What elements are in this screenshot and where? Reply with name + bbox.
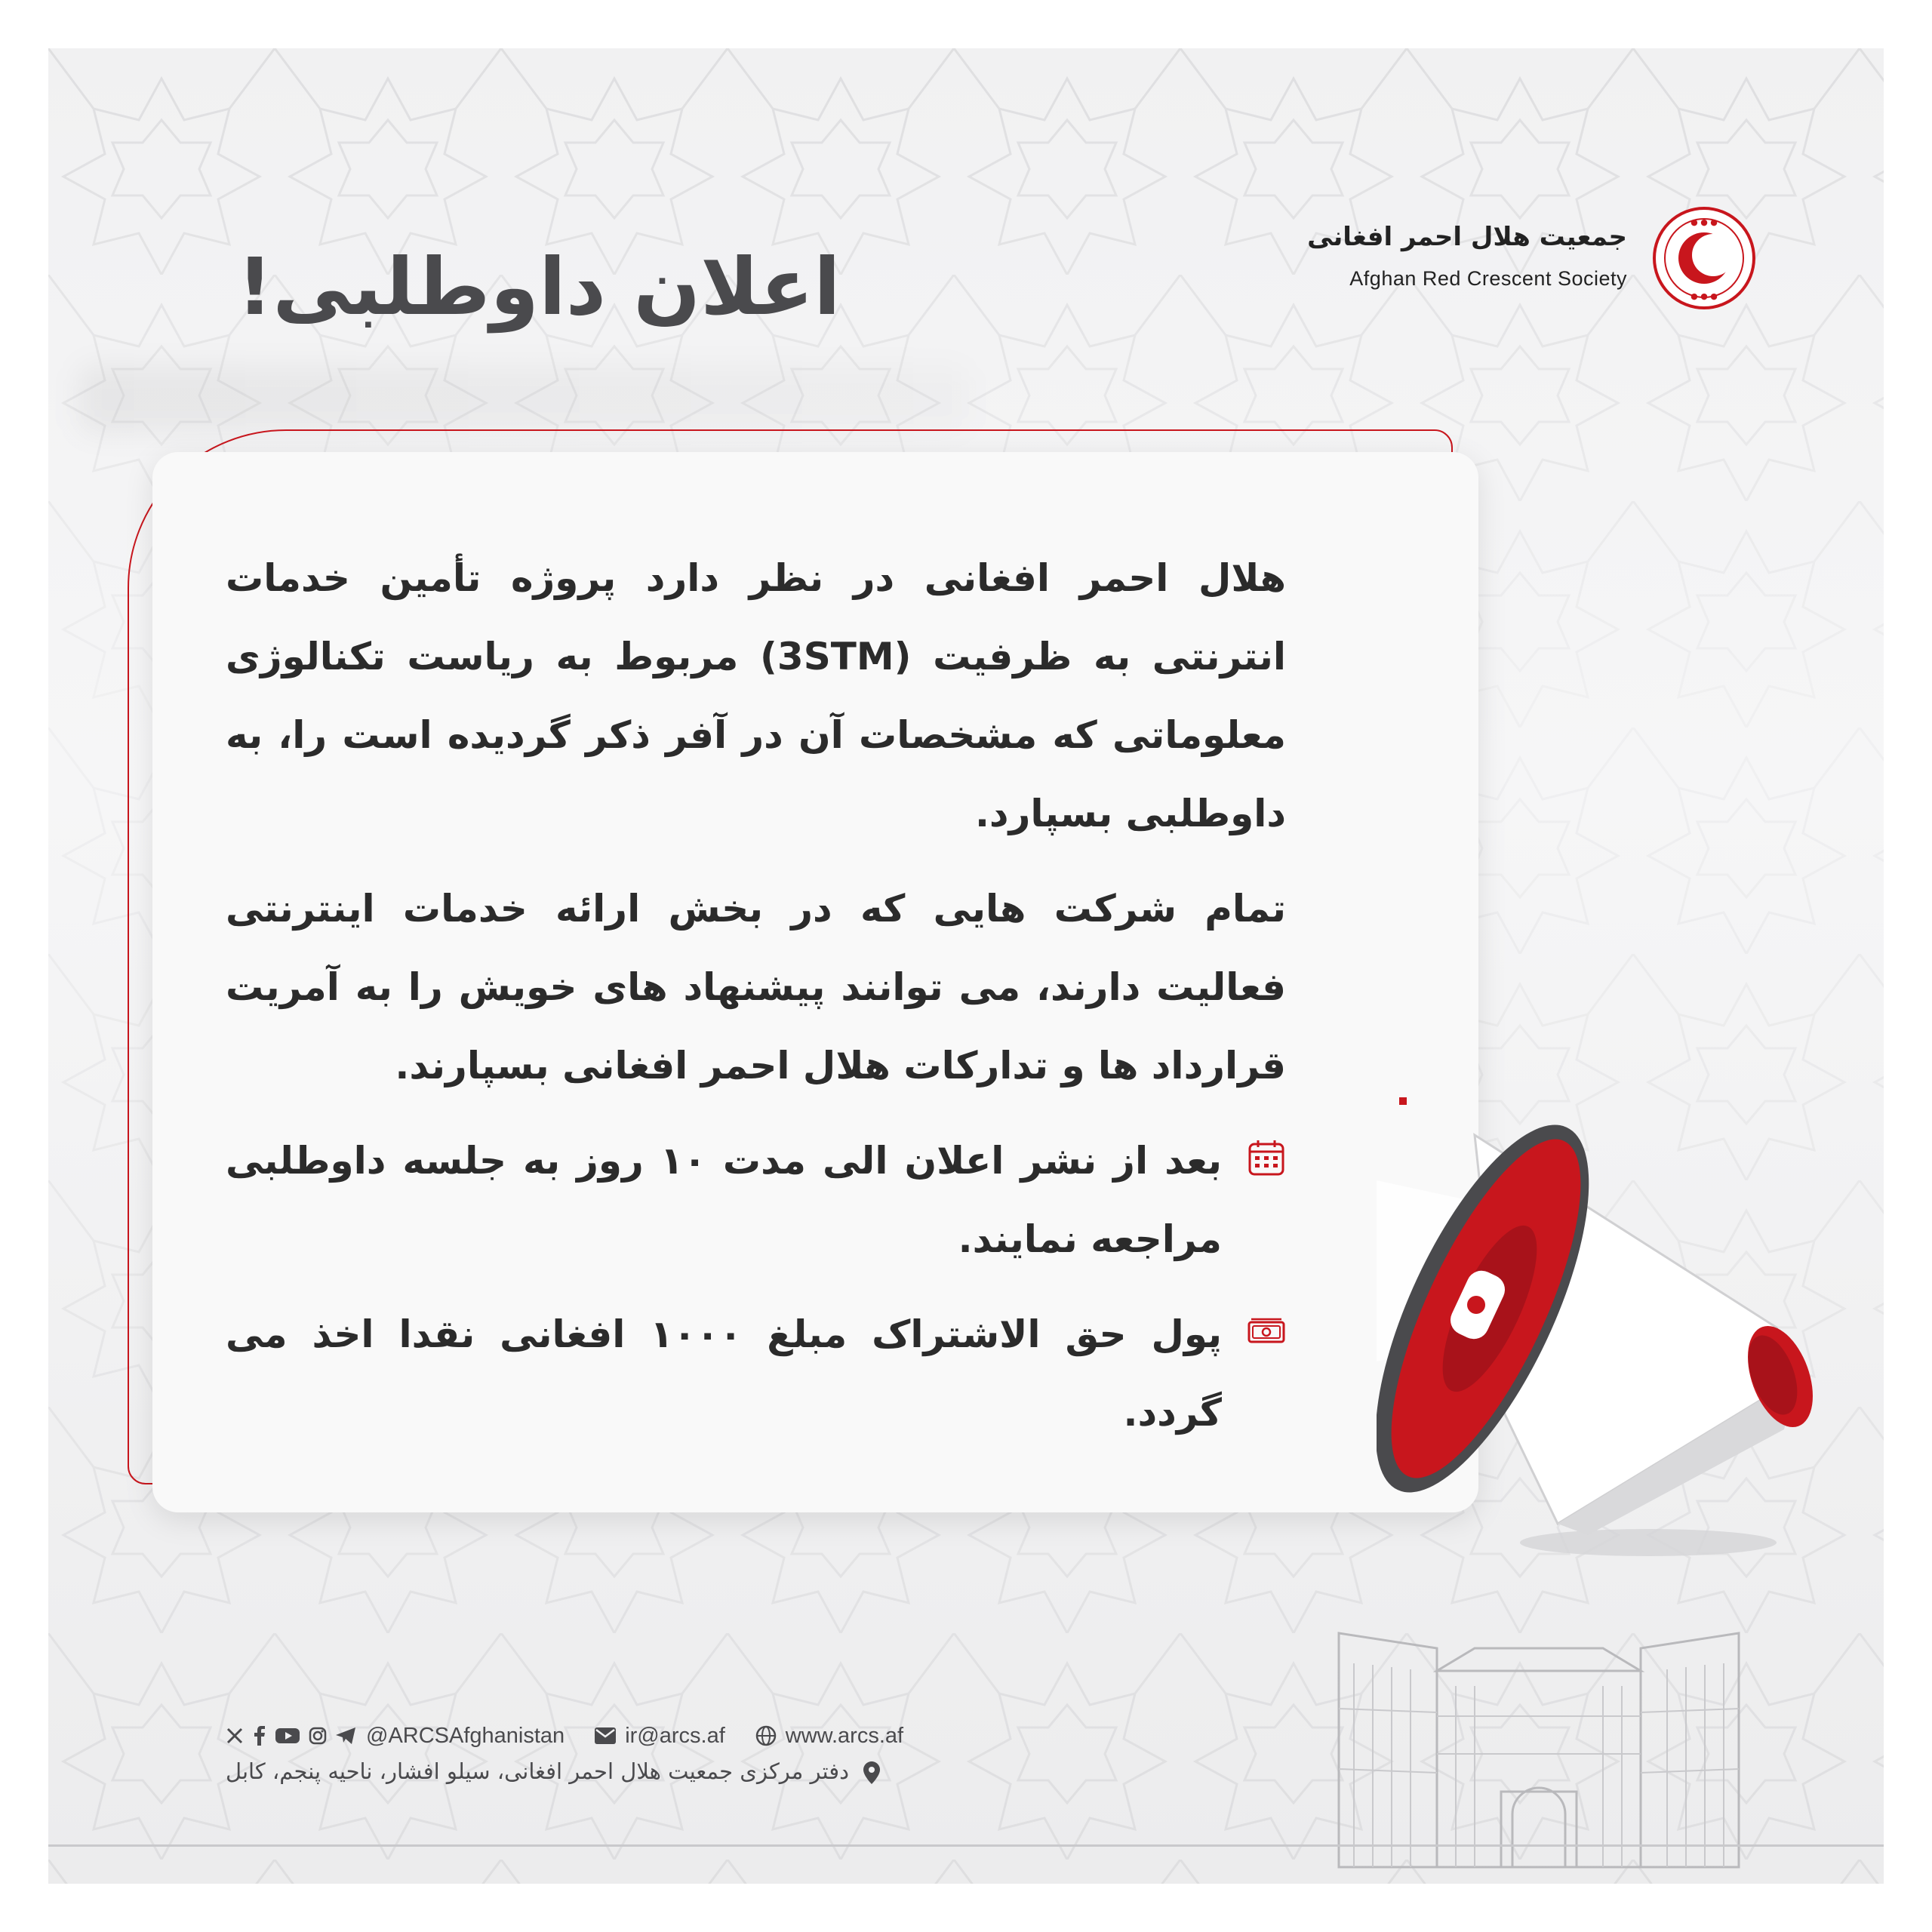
headquarters-building-illustration xyxy=(1324,1618,1754,1882)
address-text: دفتر مرکزی جمعیت هلال احمر افغانی، سیلو افشار، ناحیه پنجم، کابل xyxy=(226,1758,850,1784)
footer-address xyxy=(226,1758,905,1784)
bullet-deadline xyxy=(226,1121,1286,1278)
money-icon xyxy=(1247,1312,1286,1351)
social-handle[interactable]: @ARCSAfghanistan xyxy=(366,1723,565,1748)
email-link[interactable]: ir@arcs.af xyxy=(625,1723,725,1748)
megaphone-illustration xyxy=(1377,1090,1875,1558)
youtube-icon[interactable] xyxy=(275,1727,300,1745)
bottom-divider xyxy=(48,1844,1884,1847)
instagram-icon[interactable] xyxy=(309,1727,327,1745)
website-link[interactable]: www.arcs.af xyxy=(785,1723,904,1748)
paragraph-project-description: هلال احمر افغانی در نظر دارد پروژه تأمین خدمات انترنتی به ظرفیت (3STM) مربوط به ریاست تکنالوژی معلوماتی که مشخصات آن در آفر ذکر گردیده است را، به داوطلبی بسپارد. xyxy=(226,556,1287,835)
telegram-icon[interactable] xyxy=(336,1727,355,1744)
globe-icon xyxy=(755,1725,777,1746)
title-shadow xyxy=(78,365,969,433)
svg-text:● ● ●: ● ● ● xyxy=(1690,217,1718,227)
x-icon[interactable] xyxy=(226,1727,244,1745)
org-name-english: Afghan Red Crescent Society xyxy=(1349,267,1627,290)
location-pin-icon xyxy=(863,1761,880,1784)
social-icons xyxy=(226,1726,355,1746)
facebook-icon[interactable] xyxy=(253,1726,266,1746)
email-icon xyxy=(595,1727,616,1744)
announcement-text xyxy=(226,539,1286,1469)
bullet-deadline-text: بعد از نشر اعلان الی مدت ۱۰ روز به جلسه داوطلبی مراجعه نمایند. xyxy=(226,1139,1222,1261)
bullet-fee-text: پول حق الاشتراک مبلغ ۱۰۰۰ افغانی نقدا اخذ می گردد. xyxy=(226,1312,1223,1435)
bullet-fee xyxy=(226,1295,1286,1452)
organization-logo xyxy=(1307,207,1755,305)
calendar-icon xyxy=(1247,1138,1286,1177)
announcement-poster xyxy=(48,48,1884,1884)
paragraph-eligible-companies: تمام شرکت هایی که در بخش ارائه خدمات اینترنتی فعالیت دارند، می توانند پیشنهاد های خویش را به آمریت قرارداد ها و تدارکات هلال احمر افغانی بسپارند. xyxy=(226,887,1286,1088)
red-crescent-emblem xyxy=(1653,207,1755,309)
footer-contacts xyxy=(226,1721,903,1751)
page-title: اعلان داوطلبی! xyxy=(237,241,841,333)
org-name-persian: جمعیت هلال احمر افغانی xyxy=(1307,222,1627,252)
svg-text:● ● ●: ● ● ● xyxy=(1690,291,1718,301)
